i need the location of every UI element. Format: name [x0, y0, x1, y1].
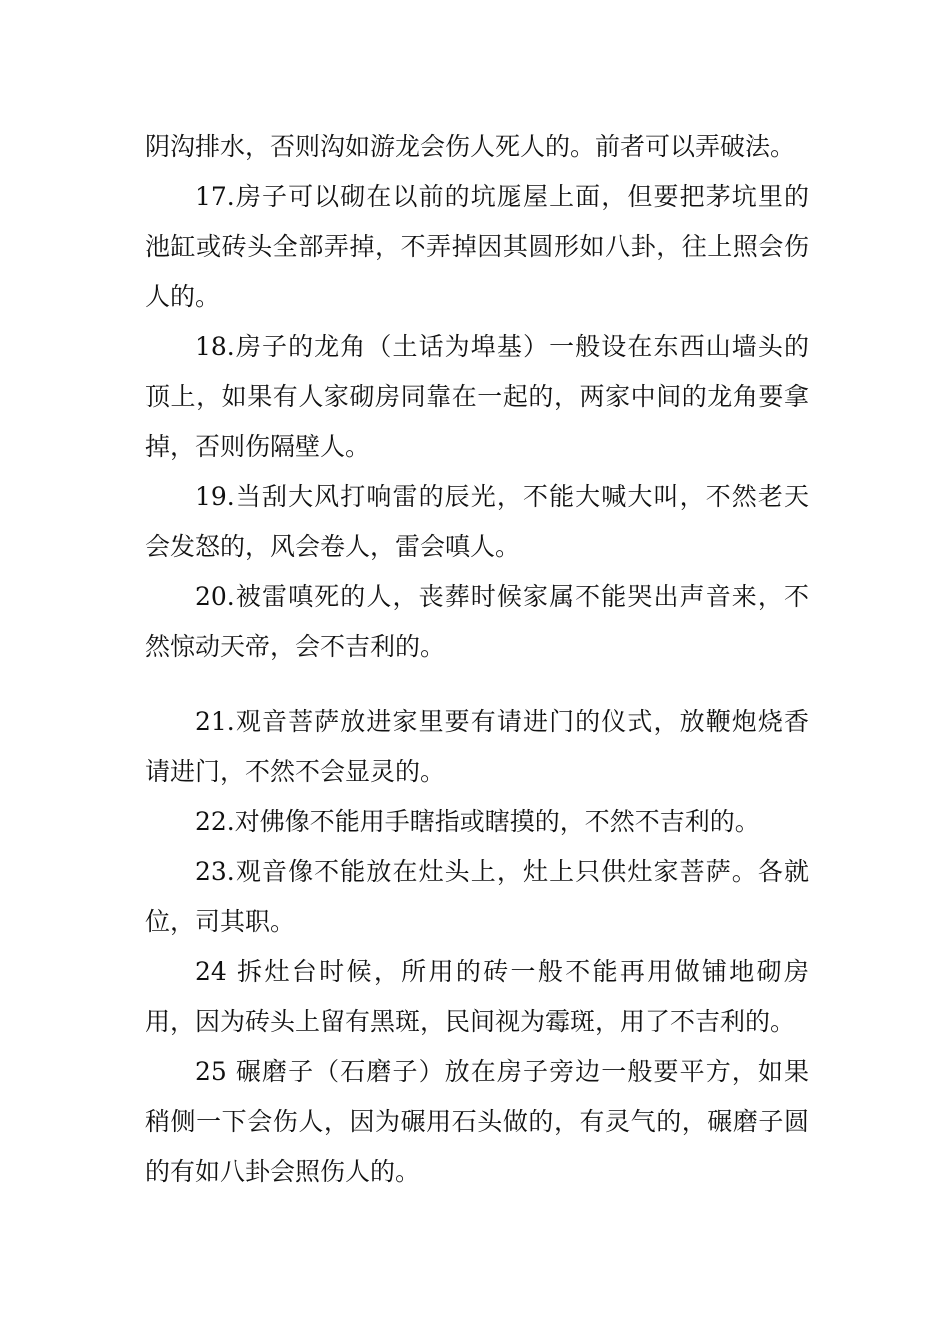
paragraph-21: 21.观音菩萨放进家里要有请进门的仪式，放鞭炮烧香请进门，不然不会显灵的。 — [145, 707, 809, 786]
paragraph-17: 17.房子可以砌在以前的坑厖屋上面，但要把茅坑里的池缸或砖头全部弄掉，不弄掉因其圆形如八卦，往上照会伤人的。 — [145, 182, 809, 311]
paragraph-25: 25 碾磨子（石磨子）放在房子旁边一般要平方，如果稍侧一下会伤人，因为碾用石头做的，有灵气的，碾磨子圆的有如八卦会照伤人的。 — [145, 1057, 809, 1186]
document-body — [145, 122, 809, 1197]
paragraph-20: 20.被雷嗔死的人，丧葬时候家属不能哭出声音来，不然惊动天帝，会不吉利的。 — [145, 582, 809, 661]
paragraph-18: 18.房子的龙角（土话为埠基）一般设在东西山墙头的顶上，如果有人家砌房同靠在一起的，两家中间的龙角要拿掉，否则伤隔壁人。 — [145, 332, 809, 461]
paragraph-24: 24 拆灶台时候，所用的砖一般不能再用做铺地砌房用，因为砖头上留有黑斑，民间视为霉斑，用了不吉利的。 — [145, 957, 809, 1036]
paragraph-19: 19.当刮大风打响雷的辰光，不能大喊大叫，不然老天会发怒的，风会卷人，雷会嗔人。 — [145, 482, 809, 561]
paragraph-spacer — [145, 672, 809, 697]
paragraph-23: 23.观音像不能放在灶头上，灶上只供灶家菩萨。各就位，司其职。 — [145, 857, 809, 936]
paragraph-22: 22.对佛像不能用手瞎指或瞎摸的，不然不吉利的。 — [195, 807, 760, 836]
paragraph-continuation: 阴沟排水，否则沟如游龙会伤人死人的。前者可以弄破法。 — [145, 132, 796, 161]
